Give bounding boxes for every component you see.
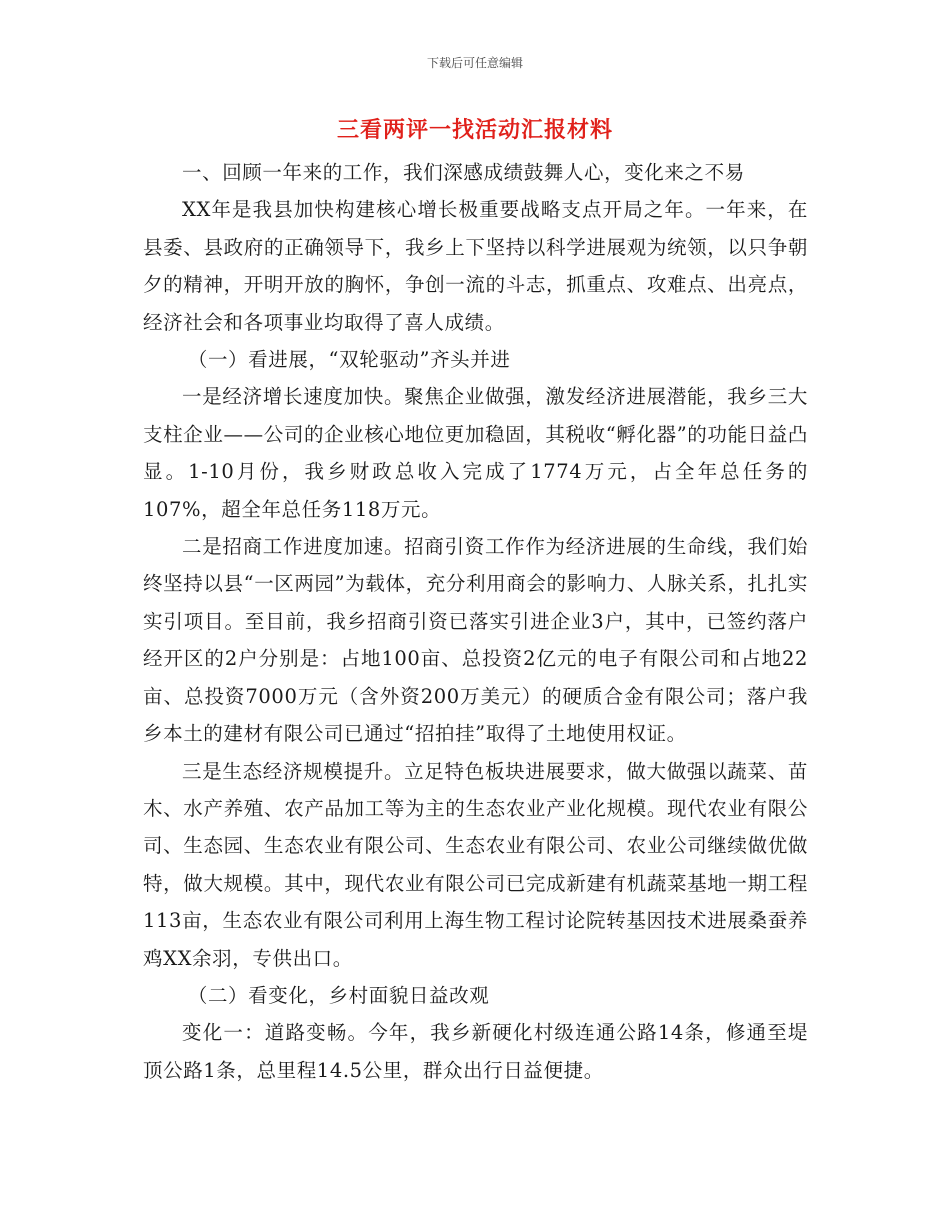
paragraph-investment: 二是招商工作进度加速。招商引资工作作为经济进展的生命线，我们始终坚持以县“一区两园”为载体，充分利用商会的影响力、人脉关系，扎扎实实引项目。至目前，我乡招商引资已落实引进企业3户，其中，已签约落户经开区的2户分别是：占地100亩、总投资2亿元的电子有限公司和占地22亩、总投资7000万元（含外资200万美元）的硬质合金有限公司；落户我乡本土的建材有限公司已通过“招拍挂”取得了土地使用权证。 (143, 535, 808, 746)
subsection-heading-2: （二）看变化，乡村面貌日益改观 (187, 983, 490, 1007)
paragraph-economy: 一是经济增长速度加快。聚焦企业做强，激发经济进展潜能，我乡三大支柱企业——公司的企业核心地位更加稳固，其税收“孵化器”的功能日益凸显。1-10月份，我乡财政总收入完成了1774万元，占全年总任务的107%，超全年总任务118万元。 (143, 385, 808, 521)
paragraph-ecology: 三是生态经济规模提升。立足特色板块进展要求，做大做强以蔬菜、苗木、水产养殖、农产品加工等为主的生态农业产业化规模。现代农业有限公司、生态园、生态农业有限公司、生态农业有限公司、农业公司继续做优做特，做大规模。其中，现代农业有限公司已完成新建有机蔬菜基地一期工程113亩，生态农业有限公司利用上海生物工程讨论院转基因技术进展桑蚕养鸡XX余羽，专供出口。 (143, 759, 808, 970)
paragraph-roads: 变化一：道路变畅。今年，我乡新硬化村级连通公路14条，修通至堤顶公路1条，总里程14.5公里，群众出行日益便捷。 (143, 1021, 808, 1082)
subsection-heading-1: （一）看进展，“双轮驱动”齐头并进 (187, 348, 511, 372)
paragraph-intro: XX年是我县加快构建核心增长极重要战略支点开局之年。一年来，在县委、县政府的正确领导下，我乡上下坚持以科学进展观为统领，以只争朝夕的精神，开明开放的胸怀，争创一流的斗志，抓重点、攻难点、出亮点，经济社会和各项事业均取得了喜人成绩。 (143, 198, 808, 334)
section-heading-1: 一、回顾一年来的工作，我们深感成绩鼓舞人心，变化来之不易 (182, 161, 745, 184)
document-body (143, 154, 808, 1089)
document-title: 三看两评一找活动汇报材料 (336, 118, 613, 143)
download-note: 下载后可任意编辑 (426, 56, 523, 70)
